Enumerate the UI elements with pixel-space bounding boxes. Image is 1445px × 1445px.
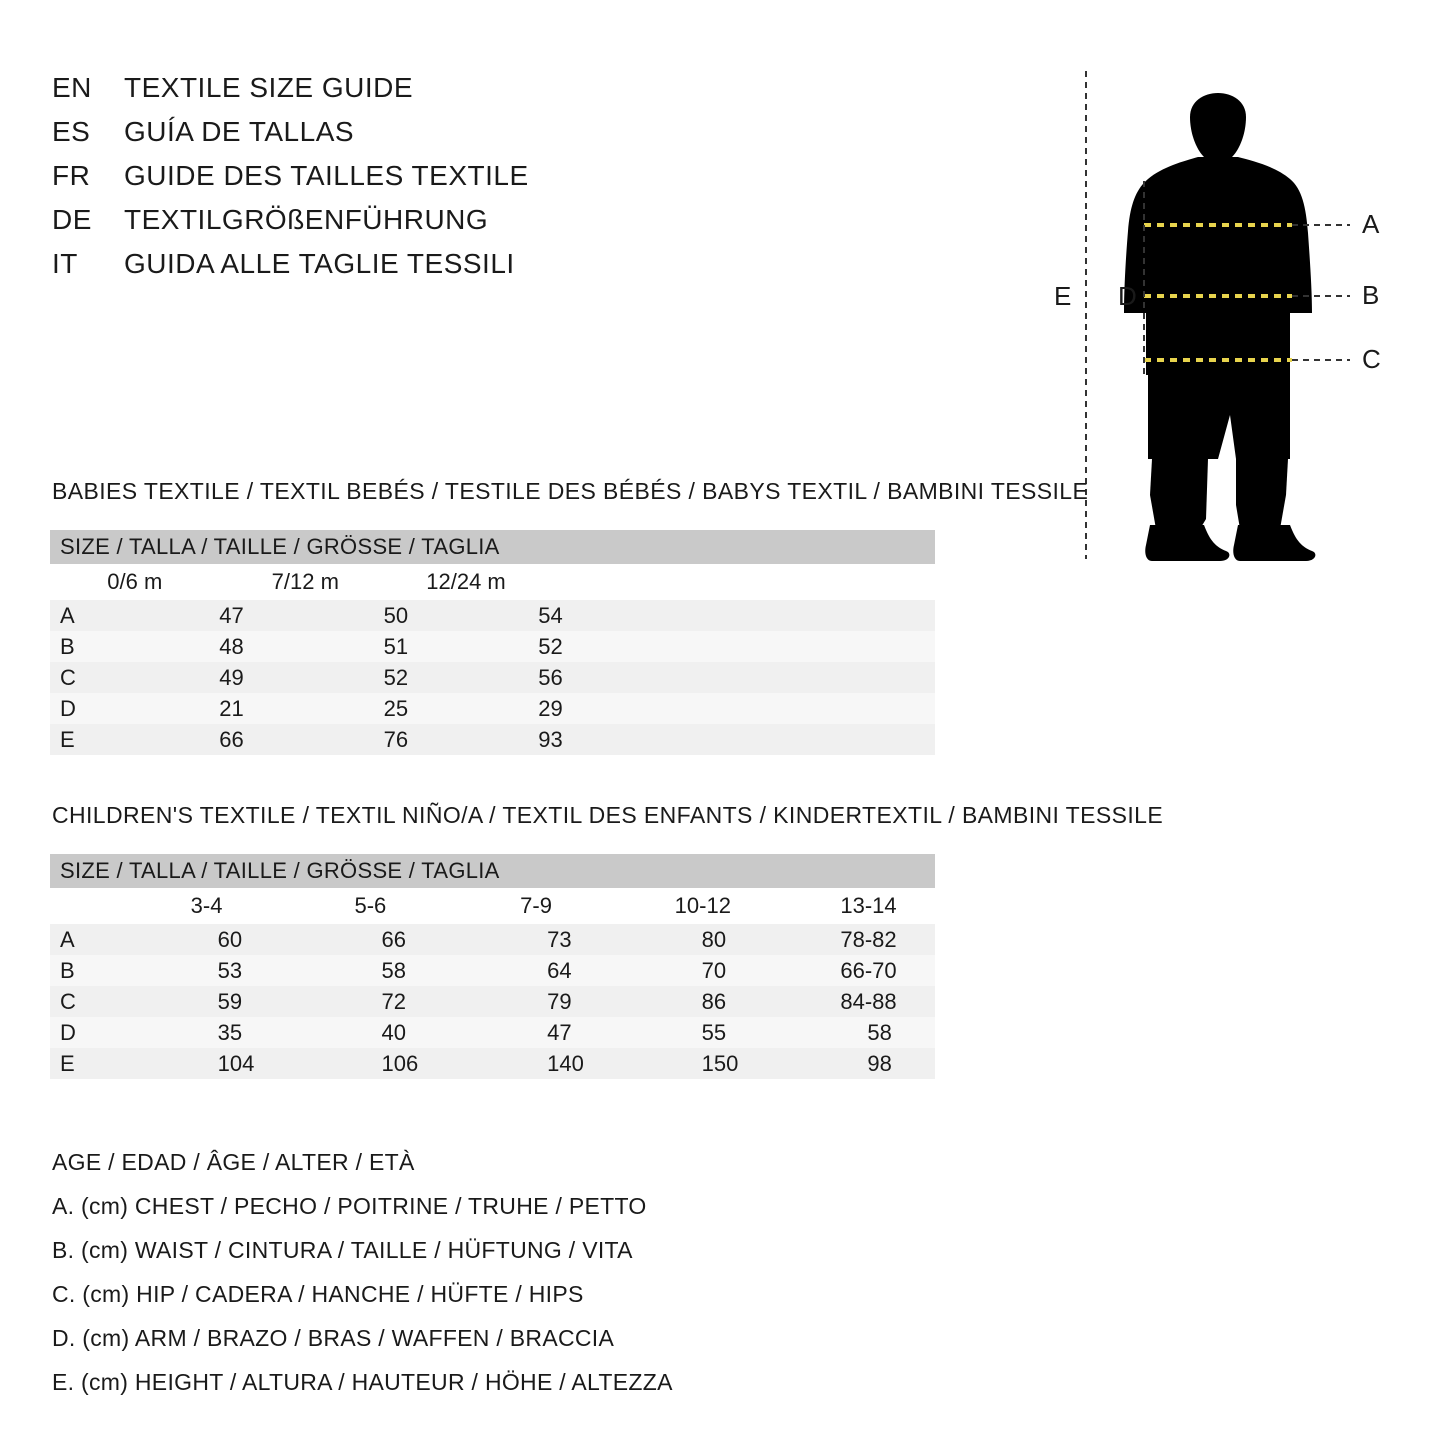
children-row-label-e: E xyxy=(50,1048,106,1079)
babies-b-0: 48 xyxy=(107,631,271,662)
babies-c-1: 52 xyxy=(272,662,427,693)
children-a-2: 73 xyxy=(435,924,590,955)
table-row xyxy=(50,955,935,986)
babies-d-2: 29 xyxy=(426,693,935,724)
language-text-it: GUIDA ALLE TAGLIE TESSILI xyxy=(124,248,515,279)
language-row-fr xyxy=(52,160,752,204)
babies-a-2: 54 xyxy=(426,600,935,631)
children-d-3: 55 xyxy=(590,1017,756,1048)
language-code-de: DE xyxy=(52,204,92,235)
children-c-3: 86 xyxy=(590,986,756,1017)
language-row-it xyxy=(52,248,752,292)
children-col-1: 5-6 xyxy=(269,888,435,924)
babies-size-table xyxy=(50,530,935,755)
language-code-en: EN xyxy=(52,72,92,103)
children-b-4: 66-70 xyxy=(755,955,935,986)
legend-line-e: E. (cm) HEIGHT / ALTURA / HAUTEUR / HÖHE / ALTEZZA xyxy=(52,1369,673,1395)
language-code-es: ES xyxy=(52,116,91,147)
babies-a-0: 47 xyxy=(107,600,271,631)
table-row xyxy=(50,693,935,724)
child-silhouette-icon xyxy=(1124,93,1315,561)
babies-e-2: 93 xyxy=(426,724,935,755)
babies-col-1: 7/12 m xyxy=(272,564,427,600)
children-a-0: 60 xyxy=(106,924,270,955)
babies-e-1: 76 xyxy=(272,724,427,755)
children-row-label-b: B xyxy=(50,955,106,986)
children-b-3: 70 xyxy=(590,955,756,986)
children-corner-cell xyxy=(50,888,106,924)
diagram-label-a: A xyxy=(1362,209,1380,239)
legend-line-c: C. (cm) HIP / CADERA / HANCHE / HÜFTE / HIPS xyxy=(52,1281,584,1307)
children-a-4: 78-82 xyxy=(755,924,935,955)
children-c-2: 79 xyxy=(435,986,590,1017)
babies-c-2: 56 xyxy=(426,662,935,693)
measurement-legend xyxy=(52,1140,952,1404)
table-row xyxy=(50,600,935,631)
legend-line-d: D. (cm) ARM / BRAZO / BRAS / WAFFEN / BRACCIA xyxy=(52,1325,615,1351)
legend-line-a: A. (cm) CHEST / PECHO / POITRINE / TRUHE / PETTO xyxy=(52,1193,647,1219)
children-c-1: 72 xyxy=(269,986,435,1017)
children-e-4: 98 xyxy=(755,1048,935,1079)
children-row-label-c: C xyxy=(50,986,106,1017)
babies-size-header: SIZE / TALLA / TAILLE / GRÖSSE / TAGLIA xyxy=(50,530,935,564)
babies-b-1: 51 xyxy=(272,631,427,662)
language-row-de xyxy=(52,204,752,248)
children-col-3: 10-12 xyxy=(590,888,756,924)
children-d-4: 58 xyxy=(755,1017,935,1048)
babies-row-label-a: A xyxy=(50,600,107,631)
children-c-4: 84-88 xyxy=(755,986,935,1017)
table-row xyxy=(50,631,935,662)
children-size-header: SIZE / TALLA / TAILLE / GRÖSSE / TAGLIA xyxy=(50,854,935,888)
babies-column-header-row xyxy=(50,564,935,600)
diagram-label-d: D xyxy=(1118,281,1137,311)
children-col-0: 3-4 xyxy=(106,888,270,924)
table-row xyxy=(50,1048,935,1079)
babies-row-label-d: D xyxy=(50,693,107,724)
language-row-en xyxy=(52,72,752,116)
babies-e-0: 66 xyxy=(107,724,271,755)
babies-row-label-b: B xyxy=(50,631,107,662)
children-e-0: 104 xyxy=(106,1048,270,1079)
language-code-it: IT xyxy=(52,248,78,279)
children-b-2: 64 xyxy=(435,955,590,986)
children-a-3: 80 xyxy=(590,924,756,955)
language-text-en: TEXTILE SIZE GUIDE xyxy=(124,72,414,103)
children-row-label-a: A xyxy=(50,924,106,955)
children-e-1: 106 xyxy=(269,1048,435,1079)
children-a-1: 66 xyxy=(269,924,435,955)
legend-line-age: AGE / EDAD / ÂGE / ALTER / ETÀ xyxy=(52,1149,415,1175)
babies-b-2: 52 xyxy=(426,631,935,662)
children-size-header-row xyxy=(50,854,935,888)
children-col-4: 13-14 xyxy=(755,888,935,924)
children-e-3: 150 xyxy=(590,1048,756,1079)
children-col-2: 7-9 xyxy=(435,888,590,924)
babies-d-0: 21 xyxy=(107,693,271,724)
babies-col-0: 0/6 m xyxy=(107,564,271,600)
children-d-1: 40 xyxy=(269,1017,435,1048)
children-size-table xyxy=(50,854,935,1079)
language-text-de: TEXTILGRÖßENFÜHRUNG xyxy=(124,204,489,235)
children-b-0: 53 xyxy=(106,955,270,986)
babies-corner-cell xyxy=(50,564,107,600)
children-section-title: CHILDREN'S TEXTILE / TEXTIL NIÑO/A / TEXTIL DES ENFANTS / KINDERTEXTIL / BAMBINI TESSILE xyxy=(52,802,1164,828)
diagram-label-b: B xyxy=(1362,280,1380,310)
children-column-header-row xyxy=(50,888,935,924)
diagram-label-c: C xyxy=(1362,344,1381,374)
table-row xyxy=(50,662,935,693)
children-b-1: 58 xyxy=(269,955,435,986)
table-row xyxy=(50,924,935,955)
language-title-block xyxy=(52,72,752,292)
language-row-es xyxy=(52,116,752,160)
babies-size-header-row xyxy=(50,530,935,564)
children-d-2: 47 xyxy=(435,1017,590,1048)
measurement-diagram xyxy=(1040,55,1420,575)
children-row-label-d: D xyxy=(50,1017,106,1048)
babies-c-0: 49 xyxy=(107,662,271,693)
babies-section-title: BABIES TEXTILE / TEXTIL BEBÉS / TESTILE DES BÉBÉS / BABYS TEXTIL / BAMBINI TESSILE xyxy=(52,478,1089,504)
language-text-es: GUÍA DE TALLAS xyxy=(124,116,355,147)
legend-line-b: B. (cm) WAIST / CINTURA / TAILLE / HÜFTUNG / VITA xyxy=(52,1237,633,1263)
babies-row-label-e: E xyxy=(50,724,107,755)
babies-col-2: 12/24 m xyxy=(426,564,935,600)
diagram-label-e: E xyxy=(1054,281,1072,311)
babies-d-1: 25 xyxy=(272,693,427,724)
table-row xyxy=(50,986,935,1017)
children-d-0: 35 xyxy=(106,1017,270,1048)
babies-row-label-c: C xyxy=(50,662,107,693)
children-c-0: 59 xyxy=(106,986,270,1017)
language-code-fr: FR xyxy=(52,160,91,191)
babies-a-1: 50 xyxy=(272,600,427,631)
table-row xyxy=(50,1017,935,1048)
language-text-fr: GUIDE DES TAILLES TEXTILE xyxy=(124,160,529,191)
children-e-2: 140 xyxy=(435,1048,590,1079)
table-row xyxy=(50,724,935,755)
